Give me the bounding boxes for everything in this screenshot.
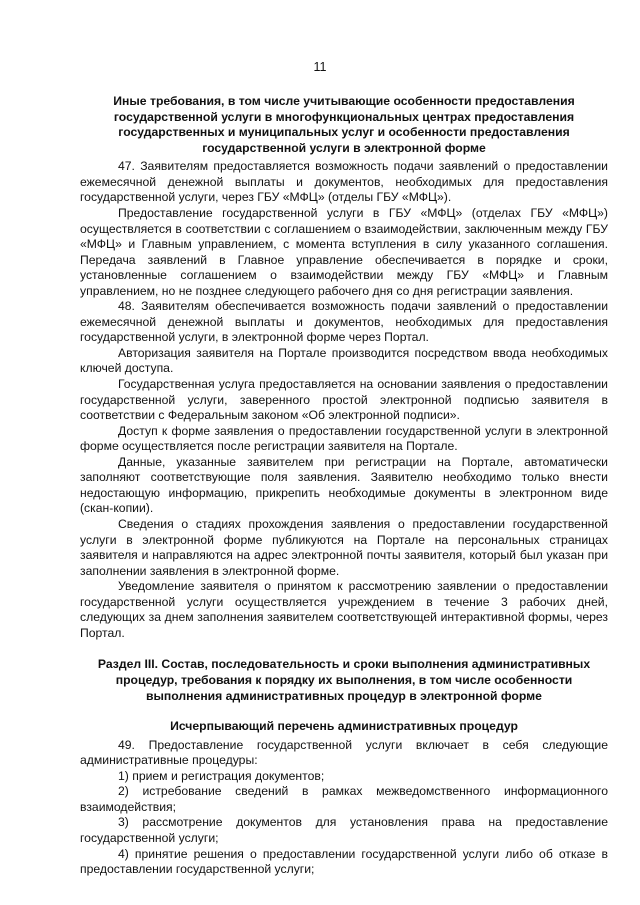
list-item: 4) принятие решения о предоставлении государственной услуги либо об отказе в предоставлении государственной услуги;: [80, 846, 608, 877]
list-item: 3) рассмотрение документов для установления права на предоставление государственной услуги;: [80, 815, 608, 845]
paragraph-registration-data: Данные, указанные заявителем при регистрации на Портале, автоматически заполняют соответствующие поля заявления. Заявителю необходимо только внести недостающую информацию, прикрепить необходимые документы в электронном виде (скан-копии).: [80, 454, 608, 516]
paragraph-48: 48. Заявителям обеспечивается возможность подачи заявлений о предоставлении ежемесячной денежной выплаты и документов, необходимых для предоставления государственной услуги, в электронной форме через Портал.: [80, 299, 608, 345]
paragraph-notification: Уведомление заявителя о принятом к рассмотрению заявлении о предоставлении государственной услуги осуществляется учреждением в течение 3 рабочих дней, следующих за днем заполнения заявителем соответствующей интерактивной формы, через Портал.: [80, 579, 608, 640]
paragraph-47: 47. Заявителям предоставляется возможность подачи заявлений о предоставлении ежемесячной денежной выплаты и документов, необходимых для предоставления государственной услуги, через ГБУ «МФЦ» (отделы ГБУ «МФЦ»).: [80, 159, 608, 205]
paragraph-authorization: Авторизация заявителя на Портале производится посредством ввода необходимых ключей доступа.: [80, 345, 608, 376]
paragraph-status-info: Сведения о стадиях прохождения заявления о предоставлении государственной услуги в электронной форме публикуются на Портале на персональных страницах заявителя и направляются на адрес электронной почты заявителя, который был указан при заполнении заявления в электронной форме.: [80, 516, 608, 578]
paragraph-49: 49. Предоставление государственной услуги включает в себя следующие административные процедуры:: [80, 737, 608, 768]
list-item: 1) прием и регистрация документов;: [118, 768, 325, 783]
page-content: [80, 94, 608, 878]
page-number: 11: [313, 60, 327, 74]
paragraph-form-access: Доступ к форме заявления о предоставлении государственной услуги в электронной форме осуществляется после регистрации заявителя на Портале.: [80, 423, 608, 454]
procedures-list-heading: Исчерпывающий перечень административных процедур: [170, 719, 518, 734]
section-heading-other-requirements: Иные требования, в том числе учитывающие особенности предоставления государственной услуги в многофункциональных центрах предоставления государственных и муниципальных услуг и особенности предоставления государственной услуги в электронной форме: [113, 94, 575, 155]
list-item: 2) истребование сведений в рамках межведомственного информационного взаимодействия;: [80, 784, 608, 814]
section-iii-heading: Раздел III. Состав, последовательность и сроки выполнения административных процедур, требования к порядку их выполнения, в том числе особенности выполнения административных процедур в электронной форме: [97, 657, 591, 703]
paragraph-electronic-signature: Государственная услуга предоставляется на основании заявления о предоставлении государственной услуги, заверенного простой электронной подписью заявителя в соответствии с Федеральным законом «Об электронной подписи».: [80, 377, 608, 423]
paragraph-mfc-agreement: Предоставление государственной услуги в ГБУ «МФЦ» (отделах ГБУ «МФЦ») осуществляется в соответствии с соглашением о взаимодействии, заключенным между ГБУ «МФЦ» и Главным управлением, с момента вступления в силу указанного соглашения. Передача заявлений в Главное управление обеспечивается в порядке и сроки, установленные соглашением о взаимодействии между ГБУ «МФЦ» и Главным управлением, но не позднее следующего рабочего дня со дня регистрации заявления.: [80, 206, 608, 298]
